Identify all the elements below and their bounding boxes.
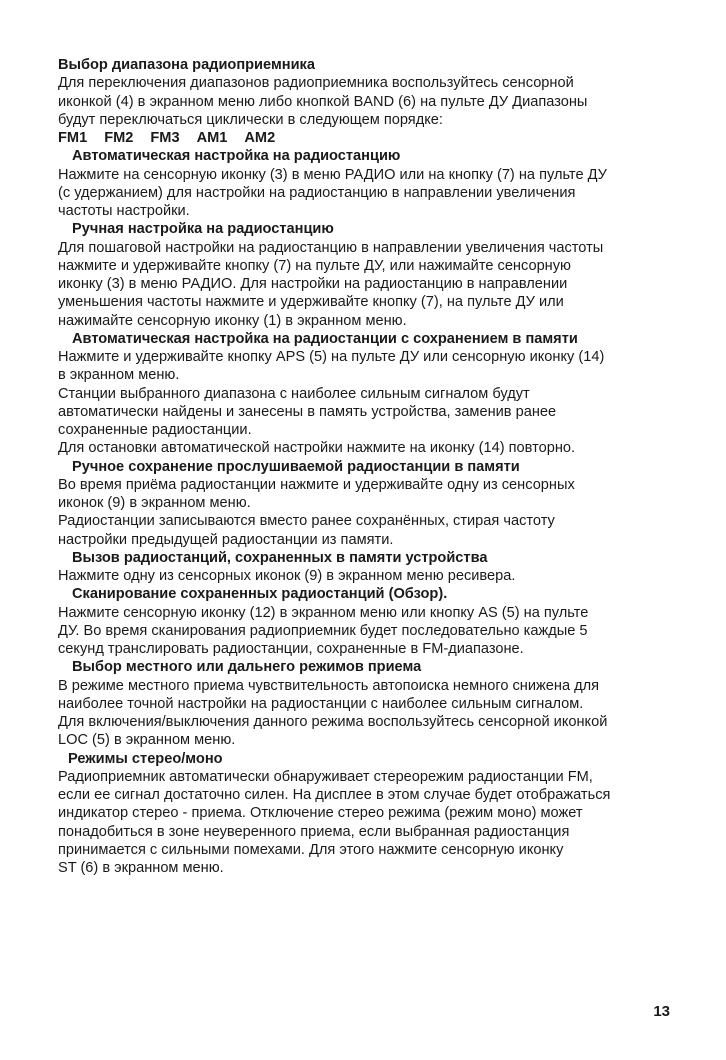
paragraph-line: частоты настройки.: [58, 203, 190, 219]
paragraph-line: автоматически найдены и занесены в память устройства, заменив ранее: [58, 403, 557, 420]
paragraph-line: Во время приёма радиостанции нажмите и удерживайте одну из сенсорных: [58, 476, 575, 493]
paragraph-line: настройки предыдущей радиостанции из памяти.: [58, 531, 394, 548]
document-body: [58, 56, 698, 877]
paragraph-line: Для включения/выключения данного режима воспользуйтесь сенсорной иконкой: [58, 714, 608, 730]
paragraph-line: иконку (3) в меню РАДИО. Для настройки на радиостанцию в направлении: [58, 276, 568, 292]
section-heading: Ручное сохранение прослушиваемой радиостанции в памяти: [72, 458, 520, 475]
paragraph-line: Нажмите одну из сенсорных иконок (9) в экранном меню ресивера.: [58, 568, 516, 584]
paragraph-line: Нажмите на сенсорную иконку (3) в меню РАДИО или на кнопку (7) на пульте ДУ: [58, 166, 607, 183]
paragraph-line: принимается с сильными помехами. Для этого нажмите сенсорную иконку: [58, 841, 564, 858]
paragraph-line: иконок (9) в экранном меню.: [58, 495, 251, 511]
section-heading: Ручная настройка на радиостанцию: [72, 221, 334, 238]
paragraph-line: ДУ. Во время сканирования радиоприемник будет последовательно каждые 5: [58, 622, 588, 639]
paragraph-line: ST (6) в экранном меню.: [58, 860, 224, 876]
paragraph-line: В режиме местного приема чувствительность автопоиска немного снижена для: [58, 677, 600, 694]
section-scan-stations: [58, 585, 698, 658]
section-auto-tuning: [58, 147, 698, 220]
page-number: 13: [653, 1003, 670, 1020]
paragraph-line: LOC (5) в экранном меню.: [58, 732, 236, 749]
paragraph-line: секунд транслировать радиостанции, сохраненные в FM-диапазоне.: [58, 641, 524, 657]
intro-line: иконкой (4) в экранном меню либо кнопкой BAND (6) на пульте ДУ Диапазоны: [58, 93, 588, 110]
band-label: AM2: [244, 130, 276, 146]
paragraph-line: нажмите и удерживайте кнопку (7) на пульте ДУ, или нажимайте сенсорную: [58, 257, 571, 274]
paragraph-line: наиболее точной настройки на радиостанции с наиболее сильным сигналом.: [58, 695, 584, 712]
section-manual-tuning: [58, 220, 698, 330]
section-local-distant: [58, 658, 698, 749]
paragraph-line: Радиоприемник автоматически обнаруживает стереорежим радиостанции FM,: [58, 768, 593, 785]
band-label: FM3: [150, 130, 180, 146]
paragraph-line: сохраненные радиостанции.: [58, 422, 252, 438]
paragraph-line: Радиостанции записываются вместо ранее сохранённых, стирая частоту: [58, 513, 555, 530]
paragraph-line: Нажмите сенсорную иконку (12) в экранном меню или кнопку AS (5) на пульте: [58, 604, 589, 621]
section-manual-store: [58, 458, 698, 549]
section-heading: Выбор местного или дальнего режимов приема: [72, 659, 422, 676]
paragraph-line: уменьшения частоты нажмите и удерживайте кнопку (7), на пульте ДУ или: [58, 294, 564, 311]
paragraph-line: нажимайте сенсорную иконку (1) в экранном меню.: [58, 312, 407, 329]
paragraph-line: (с удержанием) для настройки на радиостанцию в направлении увеличения: [58, 184, 576, 201]
paragraph-line: в экранном меню.: [58, 367, 180, 384]
section-heading: Автоматическая настройка на радиостанции с сохранением в памяти: [72, 330, 578, 347]
band-order-list: [58, 129, 698, 147]
section-recall-stations: [58, 549, 698, 586]
paragraph-line: Для остановки автоматической настройки нажмите на иконку (14) повторно.: [58, 440, 576, 457]
paragraph-line: индикатор стерео - приема. Отключение стерео режима (режим моно) может: [58, 805, 583, 822]
paragraph-line: Для пошаговой настройки на радиостанцию в направлении увеличения частоты: [58, 239, 604, 256]
section-heading: Автоматическая настройка на радиостанцию: [72, 148, 401, 165]
page-title: Выбор диапазона радиоприемника: [58, 57, 315, 73]
section-auto-store: [58, 330, 698, 458]
band-label: AM1: [196, 130, 228, 146]
section-heading: Сканирование сохраненных радиостанций (Обзор).: [72, 586, 448, 603]
paragraph-line: Нажмите и удерживайте кнопку APS (5) на пульте ДУ или сенсорную иконку (14): [58, 349, 605, 365]
intro-paragraph: [58, 74, 698, 129]
paragraph-line: Станции выбранного диапазона с наиболее сильным сигналом будут: [58, 385, 530, 402]
paragraph-line: если ее сигнал достаточно силен. На дисплее в этом случае будет отображаться: [58, 787, 611, 803]
band-label: FM1: [58, 130, 88, 146]
section-heading: Режимы стерео/моно: [68, 750, 223, 767]
section-heading: Вызов радиостанций, сохраненных в памяти устройства: [72, 549, 488, 566]
intro-line: Для переключения диапазонов радиоприемника воспользуйтесь сенсорной: [58, 75, 574, 92]
intro-line: будут переключаться циклически в следующем порядке:: [58, 111, 443, 128]
band-label: FM2: [104, 130, 134, 146]
section-stereo-mono: [58, 750, 698, 878]
paragraph-line: понадобиться в зоне неуверенного приема, если выбранная радиостанция: [58, 823, 570, 840]
